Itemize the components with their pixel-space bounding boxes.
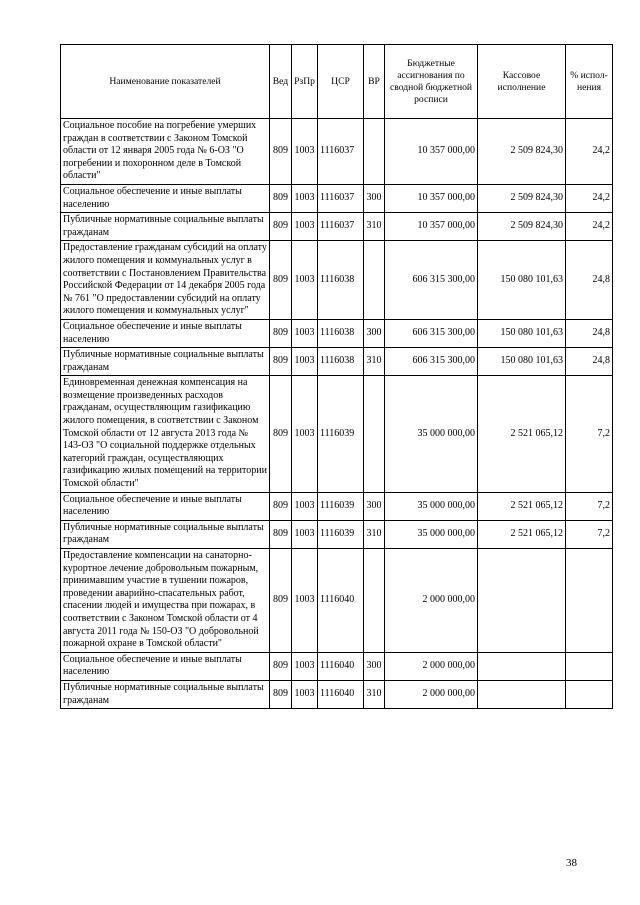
row-csr: 1116040 [318, 549, 364, 653]
row-csr: 1116040 [318, 680, 364, 708]
row-pct [566, 680, 613, 708]
row-name: Социальное обеспечение и иные выплаты населению [61, 652, 270, 680]
row-vr: 310 [364, 348, 385, 376]
header-budget: Бюджетные ассигнования по сводной бюджетной росписи [385, 45, 478, 119]
row-ved: 809 [270, 119, 292, 185]
page-number: 38 [566, 857, 577, 869]
table-row [61, 492, 613, 520]
header-cash: Кассовое исполнение [478, 45, 566, 119]
row-name: Публичные нормативные социальные выплаты гражданам [61, 348, 270, 376]
row-ved: 809 [270, 213, 292, 241]
row-budget: 35 000 000,00 [385, 492, 478, 520]
row-rzpr: 1003 [292, 348, 318, 376]
row-ved: 809 [270, 492, 292, 520]
table-row [61, 319, 613, 347]
row-budget: 10 357 000,00 [385, 213, 478, 241]
row-csr: 1116038 [318, 241, 364, 320]
row-ved: 809 [270, 549, 292, 653]
header-name: Наименование показателей [61, 45, 270, 119]
row-vr: 300 [364, 492, 385, 520]
row-cash [478, 549, 566, 653]
row-ved: 809 [270, 184, 292, 212]
row-pct: 7,2 [566, 492, 613, 520]
row-ved: 809 [270, 520, 292, 548]
row-rzpr: 1003 [292, 213, 318, 241]
row-vr: 310 [364, 213, 385, 241]
row-name: Публичные нормативные социальные выплаты гражданам [61, 213, 270, 241]
row-csr: 1116040 [318, 652, 364, 680]
row-rzpr: 1003 [292, 680, 318, 708]
row-ved: 809 [270, 319, 292, 347]
row-vr: 300 [364, 184, 385, 212]
table-body [61, 119, 613, 709]
table-row [61, 376, 613, 492]
row-csr: 1116039 [318, 376, 364, 492]
row-pct: 24,8 [566, 319, 613, 347]
row-cash: 2 521 065,12 [478, 376, 566, 492]
row-vr [364, 376, 385, 492]
row-ved: 809 [270, 241, 292, 320]
row-csr: 1116037 [318, 184, 364, 212]
row-vr [364, 119, 385, 185]
row-name: Социальное обеспечение и иные выплаты населению [61, 319, 270, 347]
header-rzpr: РзПр [292, 45, 318, 119]
row-budget: 35 000 000,00 [385, 520, 478, 548]
row-budget: 2 000 000,00 [385, 680, 478, 708]
table-row [61, 213, 613, 241]
row-csr: 1116037 [318, 213, 364, 241]
header-vr: ВР [364, 45, 385, 119]
budget-execution-table [60, 44, 613, 709]
table-row [61, 119, 613, 185]
row-budget: 35 000 000,00 [385, 376, 478, 492]
row-ved: 809 [270, 376, 292, 492]
row-cash: 150 080 101,63 [478, 319, 566, 347]
row-cash: 2 509 824,30 [478, 213, 566, 241]
row-rzpr: 1003 [292, 376, 318, 492]
row-pct: 24,2 [566, 119, 613, 185]
table-row [61, 652, 613, 680]
row-csr: 1116039 [318, 492, 364, 520]
row-csr: 1116037 [318, 119, 364, 185]
row-cash: 2 521 065,12 [478, 520, 566, 548]
table-header-row [61, 45, 613, 119]
row-cash: 150 080 101,63 [478, 241, 566, 320]
row-name: Социальное обеспечение и иные выплаты населению [61, 184, 270, 212]
row-rzpr: 1003 [292, 119, 318, 185]
row-cash: 2 521 065,12 [478, 492, 566, 520]
row-rzpr: 1003 [292, 492, 318, 520]
row-vr: 310 [364, 520, 385, 548]
table-row [61, 549, 613, 653]
row-budget: 2 000 000,00 [385, 549, 478, 653]
row-rzpr: 1003 [292, 520, 318, 548]
row-ved: 809 [270, 348, 292, 376]
header-csr: ЦСР [318, 45, 364, 119]
row-cash: 2 509 824,30 [478, 184, 566, 212]
row-cash [478, 652, 566, 680]
row-vr: 300 [364, 652, 385, 680]
row-budget: 10 357 000,00 [385, 184, 478, 212]
row-name: Предоставление компенсации на санаторно-курортное лечение добровольным пожарным, принимавшим участие в тушении пожаров, проведении аварийно-спасательных работ, спасении людей и имущества при пожарах, в соответствии с Законом Томской области от 4 августа 2011 года № 150-ОЗ "О добровольной пожарной охране в Томской области" [61, 549, 270, 653]
row-vr [364, 549, 385, 653]
row-rzpr: 1003 [292, 319, 318, 347]
row-pct [566, 549, 613, 653]
table-row [61, 348, 613, 376]
row-csr: 1116038 [318, 348, 364, 376]
row-name: Публичные нормативные социальные выплаты гражданам [61, 680, 270, 708]
header-ved: Вед [270, 45, 292, 119]
row-budget: 2 000 000,00 [385, 652, 478, 680]
header-pct: % испол-нения [566, 45, 613, 119]
table-row [61, 520, 613, 548]
table-row [61, 680, 613, 708]
row-cash: 150 080 101,63 [478, 348, 566, 376]
row-vr: 310 [364, 680, 385, 708]
row-ved: 809 [270, 680, 292, 708]
row-cash: 2 509 824,30 [478, 119, 566, 185]
row-pct: 24,8 [566, 348, 613, 376]
row-name: Социальное пособие на погребение умерших граждан в соответствии с Законом Томской области от 12 января 2005 года № 6-ОЗ "О погребении и похоронном деле в Томской области" [61, 119, 270, 185]
row-budget: 10 357 000,00 [385, 119, 478, 185]
row-rzpr: 1003 [292, 652, 318, 680]
row-csr: 1116038 [318, 319, 364, 347]
row-budget: 606 315 300,00 [385, 241, 478, 320]
row-rzpr: 1003 [292, 549, 318, 653]
row-name: Публичные нормативные социальные выплаты гражданам [61, 520, 270, 548]
row-pct: 7,2 [566, 520, 613, 548]
row-ved: 809 [270, 652, 292, 680]
row-vr: 300 [364, 319, 385, 347]
row-name: Предоставление гражданам субсидий на оплату жилого помещения и коммунальных услуг в соответствии с Постановлением Правительства Российской Федерации от 14 декабря 2005 года № 761 "О предоставлении субсидий на оплату жилого помещения и коммунальных услуг" [61, 241, 270, 320]
row-pct: 24,8 [566, 241, 613, 320]
row-rzpr: 1003 [292, 184, 318, 212]
row-pct: 7,2 [566, 376, 613, 492]
row-name: Социальное обеспечение и иные выплаты населению [61, 492, 270, 520]
table-row [61, 184, 613, 212]
row-pct [566, 652, 613, 680]
row-name: Единовременная денежная компенсация на возмещение произведенных расходов гражданам, осуществляющим газификацию жилого помещения, в соответствии с Законом Томской области от 12 августа 2013 года № 143-ОЗ "О социальной поддержке отдельных категорий граждан, осуществляющих газификацию жилых помещений на территории Томской области" [61, 376, 270, 492]
row-pct: 24,2 [566, 184, 613, 212]
row-csr: 1116039 [318, 520, 364, 548]
row-cash [478, 680, 566, 708]
row-rzpr: 1003 [292, 241, 318, 320]
row-pct: 24,2 [566, 213, 613, 241]
table-row [61, 241, 613, 320]
row-budget: 606 315 300,00 [385, 348, 478, 376]
row-vr [364, 241, 385, 320]
row-budget: 606 315 300,00 [385, 319, 478, 347]
